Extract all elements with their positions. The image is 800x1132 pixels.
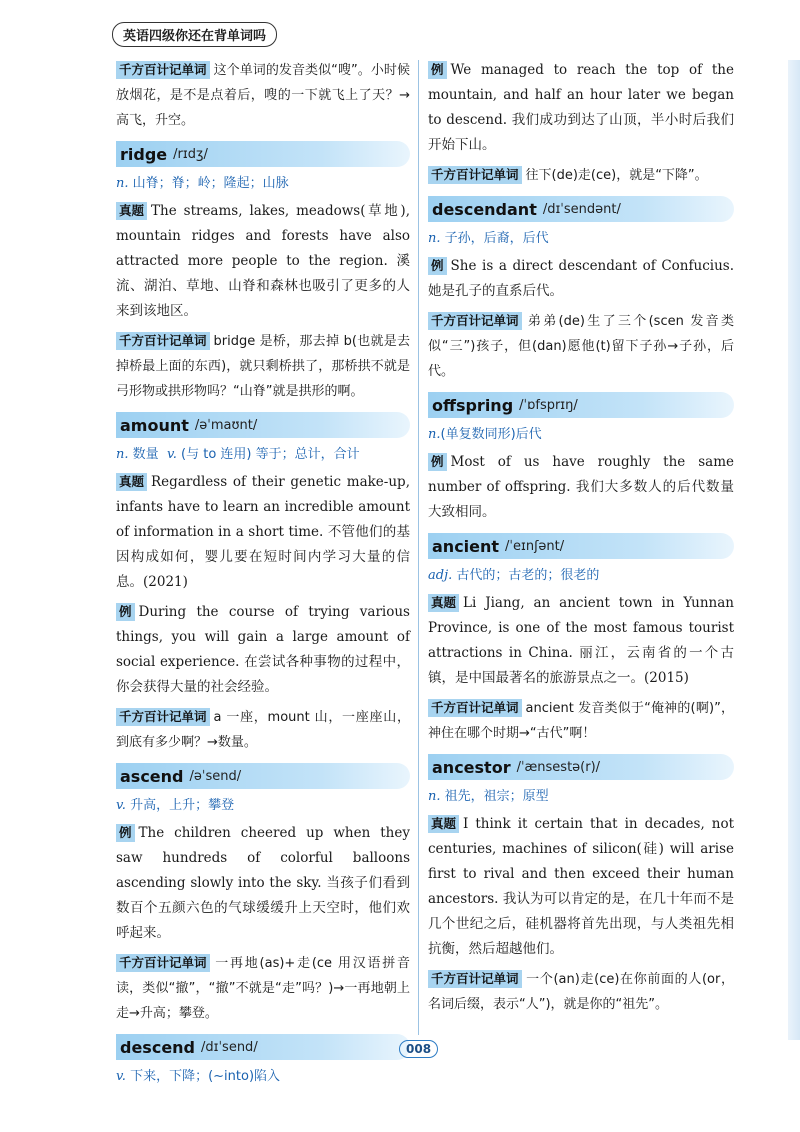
example-sentence (428, 450, 734, 525)
headword-bar (116, 141, 410, 167)
memory-tag: 千方百计记单词 (116, 708, 210, 726)
exam-tag: 真题 (116, 473, 147, 491)
definition (116, 1066, 410, 1088)
headword: descendant (432, 199, 537, 219)
memory-paragraph (428, 163, 734, 188)
meaning: (单复数同形)后代 (440, 427, 542, 442)
part-of-speech: n. (116, 176, 129, 191)
example-sentence (428, 254, 734, 304)
headword-bar (116, 1034, 410, 1060)
meaning: 升高，上升；攀登 (130, 798, 235, 813)
memory-text: 一个(an)走(ce)在你前面的人(or，名词后缀，表示“人”)，就是你的“祖先”。 (428, 972, 734, 1012)
meaning: 山脊；脊；岭；隆起；山脉 (132, 176, 289, 191)
part-of-speech: v. (166, 447, 177, 462)
example-sentence (428, 58, 734, 158)
memory-paragraph (428, 696, 734, 746)
example-sentence (116, 821, 410, 946)
example-tag: 例 (428, 61, 447, 79)
memory-tag: 千方百计记单词 (116, 61, 210, 79)
phonetic: /əˈmaʊnt/ (194, 417, 258, 433)
exam-text: Regardless of their genetic make-up, infants have to learn an incredible amount of information in a short time. 不管他们的基因构成如何，婴儿要在短时间内学习大量的信息。(2021) (116, 474, 410, 590)
part-of-speech: n. (116, 447, 129, 462)
phonetic: /dɪˈsend/ (201, 1039, 258, 1055)
example-text: We managed to reach the top of the mountain, and half an hour later we began to descend. 我们成功到达了山顶，半小时后我们开始下山。 (428, 62, 734, 153)
part-of-speech: n. (428, 789, 441, 804)
exam-sentence (116, 199, 410, 324)
meaning: 子孙，后裔，后代 (444, 231, 549, 246)
memory-paragraph (116, 951, 410, 1026)
headword: descend (120, 1037, 196, 1057)
memory-text: 弟弟(de)生了三个(scen 发音类似“三”)孩子，但(dan)愿他(t)留下子孙→子孙，后代。 (428, 314, 734, 379)
example-text: She is a direct descendant of Confucius. 她是孔子的直系后代。 (428, 258, 734, 299)
definition (116, 795, 410, 817)
headword: offspring (432, 395, 514, 415)
memory-tag: 千方百计记单词 (116, 332, 210, 350)
definition (428, 565, 734, 587)
part-of-speech: v. (116, 798, 126, 813)
headword: ridge (120, 144, 168, 164)
memory-paragraph (116, 705, 410, 755)
part-of-speech: n. (428, 231, 441, 246)
part-of-speech: adj. (428, 568, 453, 583)
meaning: 古代的；古老的；很老的 (456, 568, 600, 583)
memory-paragraph (428, 309, 734, 384)
example-tag: 例 (116, 824, 135, 842)
exam-tag: 真题 (428, 594, 459, 612)
example-tag: 例 (428, 453, 447, 471)
memory-tag: 千方百计记单词 (428, 166, 522, 184)
example-tag: 例 (116, 603, 135, 621)
page-number: 008 (399, 1040, 438, 1058)
headword: ascend (120, 766, 184, 786)
headword: ancient (432, 536, 500, 556)
exam-text: I think it certain that in decades, not centuries, machines of silicon(硅) will arise first to rival and then exceed their human ancestors. 我认为可以肯定的是，在几十年而不是几个世纪之后，硅机器将首先出现，与人类祖先相抗衡，然后超越他们。 (428, 816, 734, 957)
headword-bar (116, 412, 410, 438)
headword-bar (116, 763, 410, 789)
phonetic: /rɪdʒ/ (173, 146, 208, 162)
phonetic: /əˈsend/ (189, 768, 242, 784)
definition (116, 173, 410, 195)
part-of-speech: n. (428, 427, 441, 442)
headword-bar (428, 533, 734, 559)
memory-text: 一再地(as)+走(ce 用汉语拼音读，类似“撤”，“撤”不就是“走”吗？)→一再地朝上走→升高；攀登。 (116, 956, 410, 1021)
definition (428, 228, 734, 250)
exam-sentence (428, 812, 734, 962)
example-text: During the course of trying various things, you will gain a large amount of social experience. 在尝试各种事物的过程中，你会获得大量的社会经验。 (116, 604, 410, 695)
example-sentence (116, 600, 410, 700)
definition (428, 786, 734, 808)
definition (116, 444, 410, 466)
meaning: 祖先，祖宗；原型 (444, 789, 549, 804)
headword-bar (428, 754, 734, 780)
part-of-speech: v. (116, 1069, 126, 1084)
meaning: 下来，下降；(~into)陷入 (130, 1069, 281, 1084)
example-tag: 例 (428, 257, 447, 275)
column-divider (418, 60, 419, 1035)
phonetic: /ˈænsestə(r)/ (516, 759, 601, 775)
headword: ancestor (432, 757, 511, 777)
memory-tag: 千方百计记单词 (428, 970, 522, 988)
phonetic: /ˈeɪnʃənt/ (505, 538, 565, 554)
definition (428, 424, 734, 446)
exam-text: The streams, lakes, meadows(草地), mountain ridges and forests have also attracted more people to the region. 溪流、湖泊、草地、山脊和森林也吸引了更多的人来到该地区。 (116, 203, 410, 319)
memory-paragraph (116, 329, 410, 404)
exam-sentence (116, 470, 410, 595)
memory-text: 这个单词的发音类似“嗖”。小时候放烟花，是不是点着后，嗖的一下就飞上了天？→高飞，升空。 (116, 63, 410, 128)
memory-text: a 一座，mount 山，一座座山，到底有多少啊？→数量。 (116, 710, 410, 750)
exam-tag: 真题 (428, 815, 459, 833)
memory-paragraph (116, 58, 410, 133)
memory-text: ancient 发音类似于“俺神的(啊)”，神住在哪个时期→“古代”啊！ (428, 701, 734, 741)
memory-tag: 千方百计记单词 (116, 954, 210, 972)
exam-text: Li Jiang, an ancient town in Yunnan Province, is one of the most famous tourist attractions in China. 丽江，云南省的一个古镇，是中国最著名的旅游景点之一。(2015) (428, 595, 734, 686)
example-text: The children cheered up when they saw hundreds of colorful balloons ascending slowly into the sky. 当孩子们看到数百个五颜六色的气球缓缓升上天空时，他们欢呼起来。 (116, 825, 410, 941)
meaning: (与 to 连用) 等于；总计，合计 (181, 447, 360, 462)
book-title: 英语四级你还在背单词吗 (112, 22, 277, 47)
exam-tag: 真题 (116, 202, 147, 220)
exam-sentence (428, 591, 734, 691)
page-edge-tab (788, 60, 800, 1040)
memory-tag: 千方百计记单词 (428, 699, 522, 717)
right-column (428, 58, 734, 1022)
headword-bar (428, 392, 734, 418)
example-text: Most of us have roughly the same number of offspring. 我们大多数人的后代数量大致相同。 (428, 454, 734, 520)
memory-text: bridge 是桥，那去掉 b(也就是去掉桥最上面的东西)，就只剩桥拱了，那桥拱不就是弓形物或拱形物吗？“山脊”就是拱形的啊。 (116, 334, 410, 399)
headword: amount (120, 415, 189, 435)
memory-tag: 千方百计记单词 (428, 312, 522, 330)
memory-text: 往下(de)走(ce)，就是“下降”。 (525, 168, 708, 183)
memory-paragraph (428, 967, 734, 1017)
left-column (116, 58, 410, 1092)
meaning: 数量 (132, 447, 159, 462)
phonetic: /ˈɒfsprɪŋ/ (519, 397, 578, 413)
headword-bar (428, 196, 734, 222)
phonetic: /dɪˈsendənt/ (542, 201, 621, 217)
